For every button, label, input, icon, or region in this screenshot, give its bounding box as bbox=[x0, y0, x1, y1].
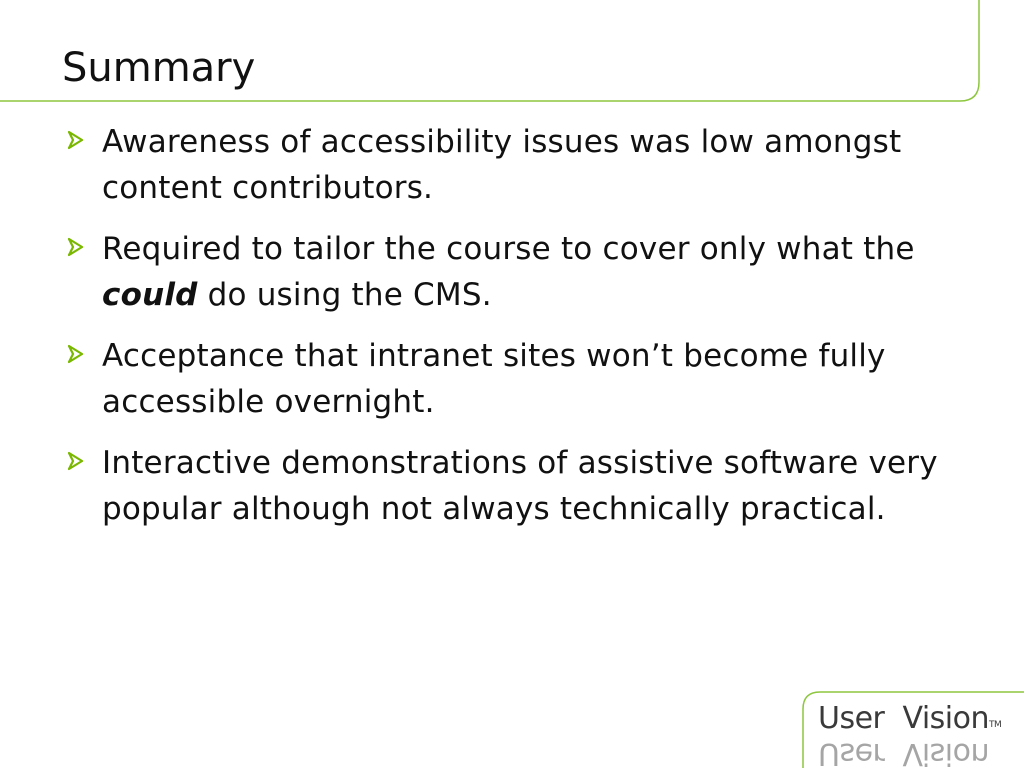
bullet-emphasis: could bbox=[102, 277, 198, 313]
bullet-text: Interactive demonstrations of assistive software very popular although not always technically practical. bbox=[102, 445, 938, 527]
slide-title: Summary bbox=[62, 45, 256, 91]
bullet-text: Required to tailor the course to cover only what the bbox=[102, 231, 915, 267]
bullet-text-after: do using the CMS. bbox=[197, 277, 492, 313]
logo-reflection bbox=[818, 734, 989, 772]
bullet-item bbox=[64, 119, 964, 211]
logo-text bbox=[818, 700, 1001, 738]
bullet-text: Acceptance that intranet sites won’t become fully accessible overnight. bbox=[102, 338, 886, 420]
logo-trademark: TM bbox=[988, 720, 1002, 730]
logo-name-reflection: User Vision bbox=[818, 736, 989, 771]
user-vision-logo bbox=[810, 698, 1010, 771]
bullet-item bbox=[64, 226, 964, 318]
arrow-bullet-icon bbox=[66, 343, 86, 365]
bullet-list bbox=[64, 119, 964, 547]
arrow-bullet-icon bbox=[66, 236, 86, 258]
bullet-item bbox=[64, 333, 964, 425]
bullet-item bbox=[64, 440, 964, 532]
bullet-text: Awareness of accessibility issues was low amongst content contributors. bbox=[102, 124, 902, 206]
arrow-bullet-icon bbox=[66, 129, 86, 151]
logo-name: User Vision bbox=[818, 701, 989, 736]
arrow-bullet-icon bbox=[66, 450, 86, 472]
